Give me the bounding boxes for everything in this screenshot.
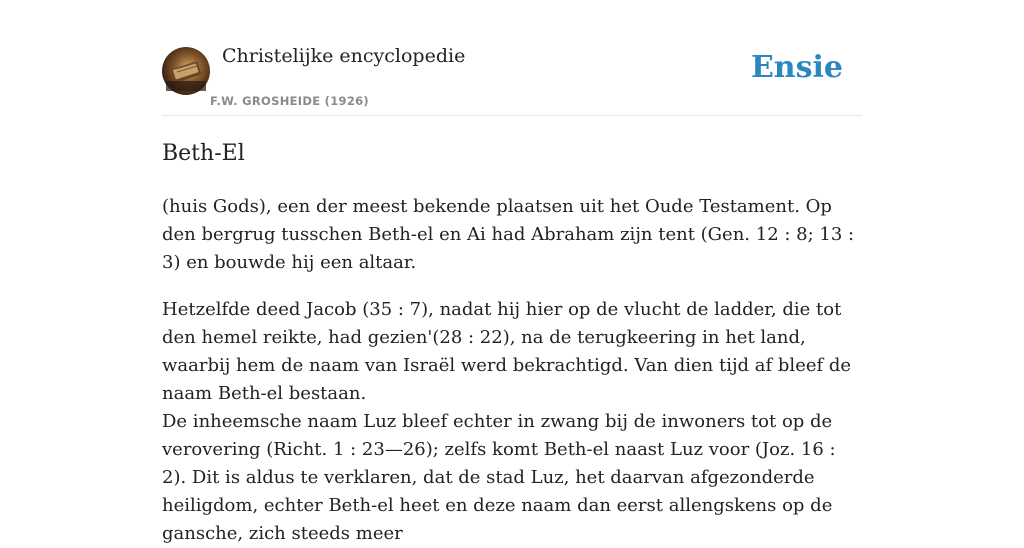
article-paragraph-1: (huis Gods), een der meest bekende plaatsen uit het Oude Testament. Op den bergrug tusschen Beth-el en Ai had Abraham zijn tent (Gen. 12 : 8; 13 : 3) en bouwde hij een altaar. [162,196,855,273]
page [162,0,862,544]
book-photo-avatar[interactable] [162,47,210,95]
article-paragraph-3: De inheemsche naam Luz bleef echter in zwang bij de inwoners tot op de verovering (Richt. 1 : 23—26); zelfs komt Beth-el naast Luz voor (Joz. 16 : 2). Dit is aldus te verklaren, dat de stad Luz, het daarvan afgezonderde heiligdom, echter Beth-el heet en deze naam dan eerst allengskens op de gansche, zich steeds meer [162,411,836,544]
book-icon [162,47,210,95]
encyclopedia-title[interactable]: Christelijke encyclopedie [222,45,466,67]
header [162,0,862,116]
author-byline: F.W. GROSHEIDE (1926) [210,94,369,108]
ensie-logo-link[interactable]: Ensie [750,50,843,85]
article-paragraph-2: Hetzelfde deed Jacob (35 : 7), nadat hij hier op de vlucht de ladder, die tot den hemel reikte, had gezien'(28 : 22), na de terugkeering in het land, waarbij hem de naam van Israël werd bekrachtigd. Van dien tijd af bleef de naam Beth-el bestaan. [162,299,852,404]
article-title: Beth-El [162,141,245,166]
